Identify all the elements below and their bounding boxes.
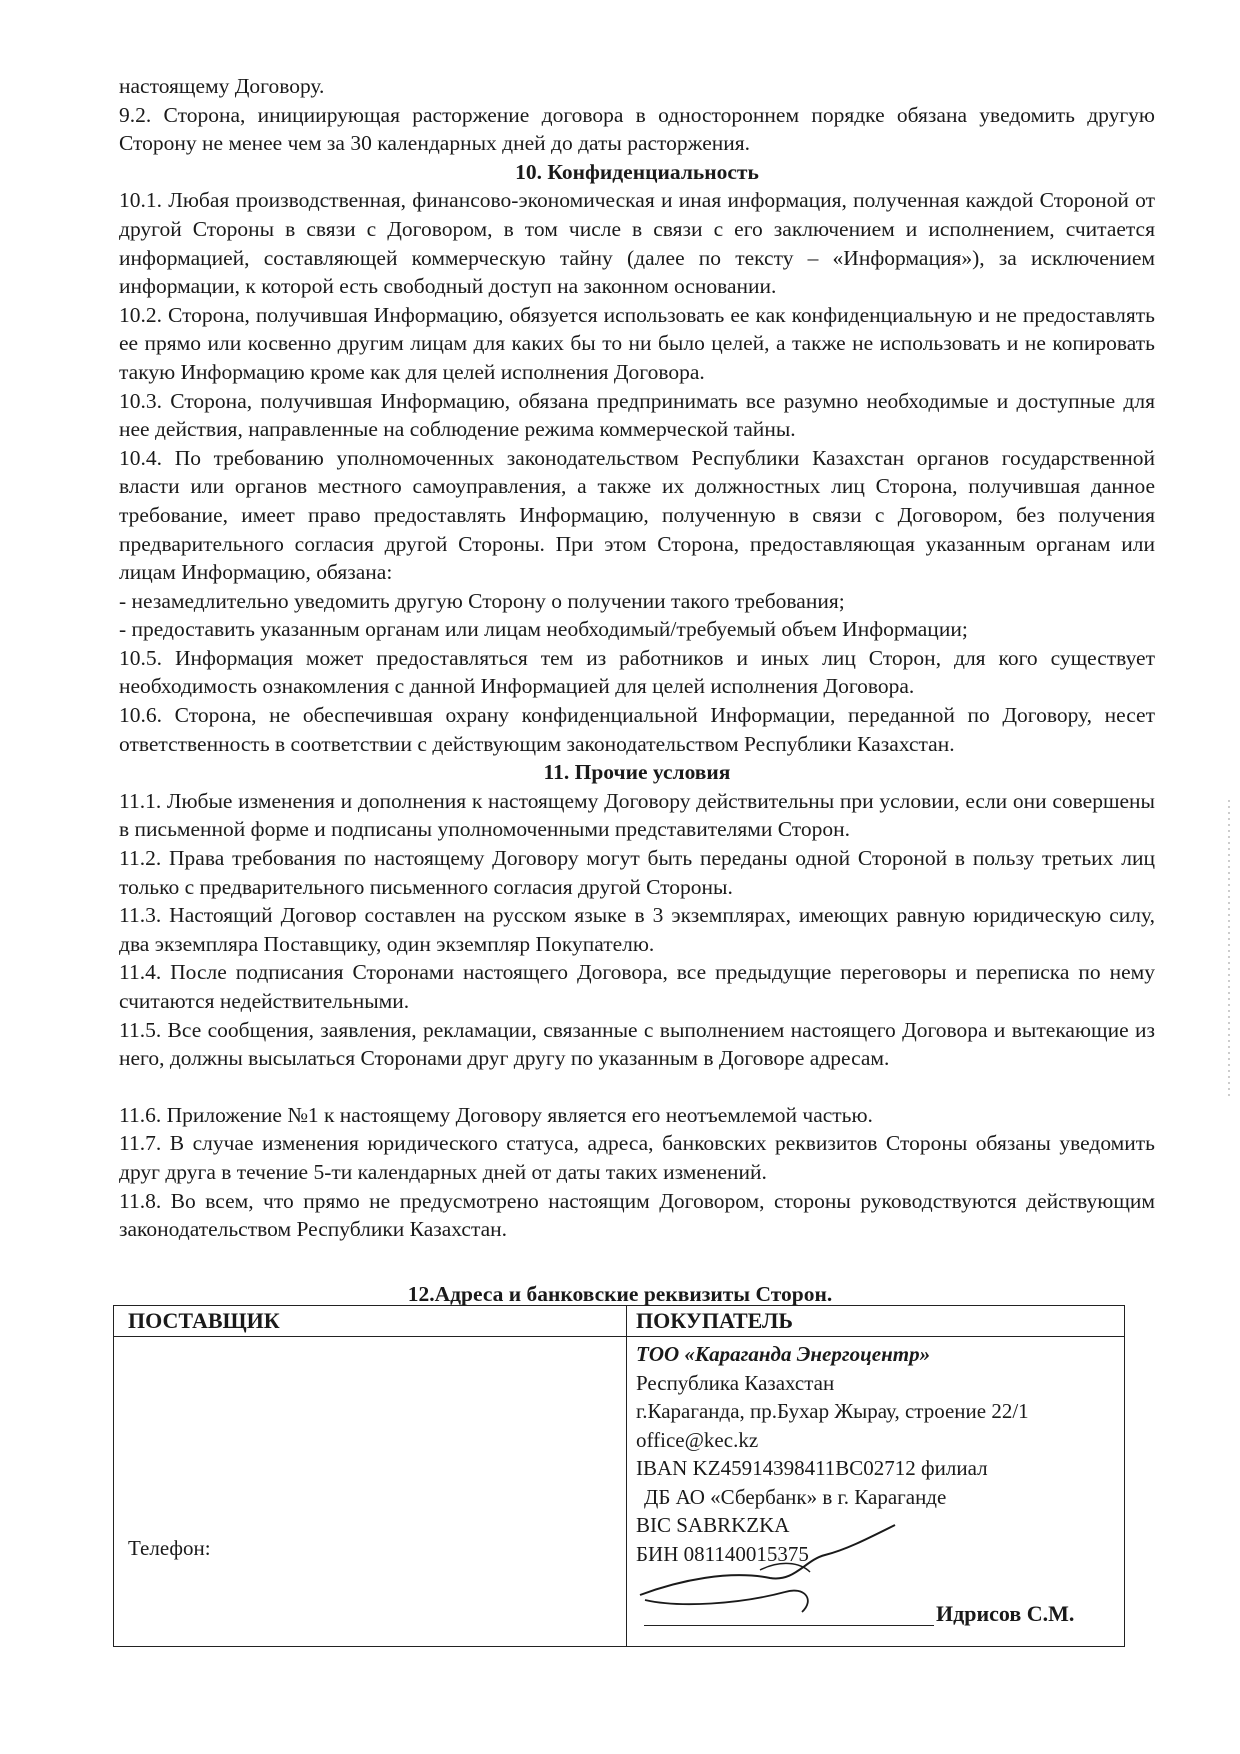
clause-paragraph: 11.6. Приложение №1 к настоящему Договору является его неотъемлемой частью. (119, 1102, 873, 1127)
signatory-name: Идрисов С.М. (936, 1601, 1075, 1626)
clause-paragraph: 10.6. Сторона, не обеспечившая охрану конфиденциальной Информации, переданной по Договору, несет ответственность в соответствии с действующим законодательством Республики Казахстан. (119, 703, 1155, 756)
clause-paragraph: 11.5. Все сообщения, заявления, рекламации, связанные с выполнением настоящего Договора и вытекающие из него, должны высылаться Сторонами друг другу по указанным в Договоре адресам. (119, 1017, 1155, 1071)
buyer-bic: BIC SABRKZKA (636, 1513, 790, 1537)
clause-paragraph: 10.1. Любая производственная, финансово-экономическая и иная информация, полученная каждой Стороной от другой Стороны в связи с Договором, в том числе в связи с его заключением и исполнением, считается информацией, составляющей коммерческую тайну (далее по тексту – «Информация»), за исключением информации, к которой есть свободный доступ на законном основании. (119, 188, 1155, 299)
clause-paragraph: - предоставить указанным органам или лицам необходимый/требуемый объем Информации; (119, 617, 968, 642)
contract-body (119, 72, 1155, 1244)
clause-paragraph: - незамедлительно уведомить другую Сторону о получении такого требования; (119, 588, 845, 613)
buyer-email: office@kec.kz (636, 1427, 759, 1452)
clause-paragraph: 10.5. Информация может предоставляться тем из работников и иных лиц Сторон, для кого существует необходимость ознакомления с данной Информацией для целей исполнения Договора. (119, 645, 1155, 699)
buyer-address: г.Караганда, пр.Бухар Жырау, строение 22/1 (636, 1399, 1029, 1423)
buyer-header: ПОКУПАТЕЛЬ (636, 1308, 793, 1333)
requisites-table (113, 1305, 1125, 1647)
clause-paragraph: 10.4. По требованию уполномоченных законодательством Республики Казахстан органов государственной власти или органов местного самоуправления, а также их должностных лиц Сторона, получившая данное требование, имеет право предоставлять Информацию, полученную в связи с Договором, без получения предварительного согласия другой Стороны. При этом Сторона, предоставляющая указанным органам или лицам Информацию, обязана: (119, 445, 1155, 585)
clause-paragraph: 11.1. Любые изменения и дополнения к настоящему Договору действительны при условии, если они совершены в письменной форме и подписаны уполномоченными представителями Сторон. (119, 788, 1155, 842)
clause-paragraph: 11.4. После подписания Сторонами настоящего Договора, все предыдущие переговоры и переписка по нему считаются недействительными. (119, 960, 1155, 1013)
buyer-company-name: ТОО «Караганда Энергоцентр» (636, 1342, 931, 1366)
handwritten-signature (620, 1500, 920, 1620)
signature-line (644, 1625, 934, 1626)
scan-edge-marks (1224, 800, 1234, 1100)
buyer-country: Республика Казахстан (636, 1370, 835, 1395)
supplier-header: ПОСТАВЩИК (128, 1308, 280, 1333)
clause-paragraph: 11.3. Настоящий Договор составлен на русском языке в 3 экземплярах, имеющих равную юридическую силу, два экземпляра Поставщику, один экземпляр Покупателю. (119, 903, 1155, 956)
buyer-bank: ДБ АО «Сбербанк» в г. Караганде (644, 1484, 947, 1509)
clause-paragraph: 11.2. Права требования по настоящему Договору могут быть переданы одной Стороной в пользу третьих лиц только с предварительного письменного согласия другой Стороны. (119, 846, 1155, 899)
clause-paragraph: 11.8. Во всем, что прямо не предусмотрено настоящим Договором, стороны руководствуются действующим законодательством Республики Казахстан. (119, 1188, 1155, 1242)
clause-paragraph: 11.7. В случае изменения юридического статуса, адреса, банковских реквизитов Стороны обязаны уведомить друг друга в течение 5-ти календарных дней от даты таких изменений. (119, 1131, 1155, 1184)
clause-paragraph: 10.2. Сторона, получившая Информацию, обязуется использовать ее как конфиденциальную и не предоставлять ее прямо или косвенно другим лицам для каких бы то ни было целей, а также не использовать и не копировать такую Информацию кроме как для целей исполнения Договора. (119, 302, 1155, 384)
paragraph-spacer (119, 1073, 1155, 1101)
clause-paragraph: 9.2. Сторона, инициирующая расторжение договора в одностороннем порядке обязана уведомить другую Сторону не менее чем за 30 календарных дней до даты расторжения. (119, 102, 1155, 156)
table-header-divider (114, 1336, 1124, 1337)
buyer-iban: IBAN KZ45914398411BC02712 филиал (636, 1456, 988, 1480)
buyer-bin: БИН 081140015375 (636, 1541, 809, 1566)
supplier-phone-label: Телефон: (128, 1536, 211, 1560)
section-12-title: 12.Адреса и банковские реквизиты Сторон. (407, 1282, 833, 1306)
section-heading: 10. Конфиденциальность (515, 159, 759, 184)
section-heading: 11. Прочие условия (543, 760, 731, 785)
clause-paragraph: настоящему Договору. (119, 74, 325, 98)
clause-paragraph: 10.3. Сторона, получившая Информацию, обязана предпринимать все разумно необходимые и доступные для нее действия, направленные на соблюдение режима коммерческой тайны. (119, 388, 1155, 442)
